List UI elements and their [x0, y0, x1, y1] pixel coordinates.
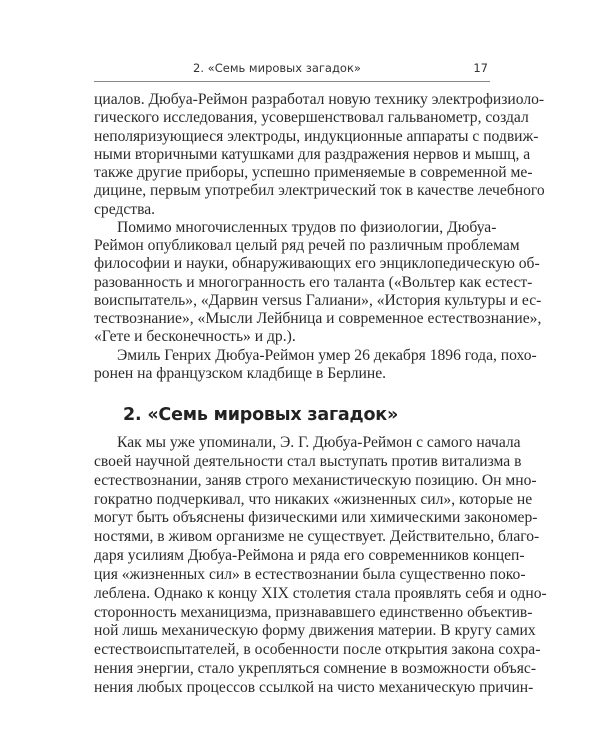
text-line: Как мы уже упоминали, Э. Г. Дюбуа-Реймон с самого начала	[117, 434, 521, 451]
body-text-after-heading	[94, 434, 547, 698]
text-line: ностями, в живом организме не существует. Действительно, благо-	[94, 528, 540, 546]
text-line: гократно подчеркивал, что никаких «жизненных сил», которые не	[94, 490, 533, 508]
text-line: гического исследования, усовершенствовал гальванометр, создал	[94, 109, 529, 127]
text-line: средства.	[94, 200, 156, 218]
paragraph	[94, 434, 547, 698]
page-number: 17	[473, 61, 488, 75]
text-line: Эмиль Генрих Дюбуа-Реймон умер 26 декабря 1896 года, похо-	[117, 346, 537, 364]
text-line: ция «жизненных сил» в естествознании была существенно поко-	[94, 565, 526, 583]
text-line: ронен на французском кладбище в Берлине.	[94, 364, 387, 382]
text-line: сторонность механицизма, признававшего единственно объектив-	[94, 603, 533, 621]
text-line: даря усилиям Дюбуа-Реймона и ряда его современников концеп-	[94, 547, 525, 565]
text-line: также другие приборы, успешно применяемые в современной ме-	[94, 164, 533, 181]
text-line: неполяризующиеся электроды, индукционные аппараты с подвиж-	[94, 127, 539, 145]
text-line: ной лишь механическую форму движения материи. В кругу самих	[94, 622, 536, 640]
body-text-before-heading	[94, 91, 545, 383]
text-line: леблена. Однако к концу XIX столетия стала проявлять себя и одно-	[94, 584, 547, 602]
paragraph	[94, 346, 537, 384]
text-line: циалов. Дюбуа-Реймон разработал новую технику электрофизиоло-	[94, 91, 545, 108]
running-header-title: 2. «Семь мировых загадок»	[193, 61, 361, 75]
text-line: нения любых процессов ссылкой на чисто механическую причин-	[94, 678, 534, 696]
text-line: могут быть объяснены физическими или химическими закономер-	[94, 509, 538, 527]
text-line: «Гете и бесконечность» и др.).	[94, 328, 296, 346]
section-heading: 2. «Семь мировых загадок»	[123, 405, 399, 425]
text-line: нения энергии, стало укрепляться сомнение в возможности объяс-	[94, 660, 537, 678]
text-line: естествоиспытателей, в особенности после открытия закона сохра-	[94, 641, 541, 659]
header-rule	[94, 81, 490, 82]
paragraph	[94, 218, 542, 347]
text-line: философии и науки, обнаруживающих его энциклопедическую об-	[94, 255, 540, 273]
text-line: Помимо многочисленных трудов по физиологии, Дюбуа-	[117, 218, 497, 236]
text-line: дицине, первым употребил электрический ток в качестве лечебного	[94, 182, 545, 200]
text-line: Реймон опубликовал целый ряд речей по различным проблемам	[94, 237, 520, 254]
paragraph	[94, 91, 545, 219]
text-line: тествознание», «Мысли Лейбница и современное естествознание»,	[94, 310, 542, 327]
text-line: естествознании, заняв строго механистическую позицию. Он мно-	[94, 471, 537, 489]
text-line: воиспытатель», «Дарвин versus Галиани», «История культуры и ес-	[94, 291, 542, 309]
text-line: разованность и многогранность его таланта («Вольтер как естест-	[94, 273, 533, 291]
text-line: ными вторичными катушками для раздражения нервов и мышц, а	[94, 145, 531, 163]
running-header	[94, 61, 490, 79]
text-line: своей научной деятельности стал выступать против витализма в	[94, 452, 522, 470]
